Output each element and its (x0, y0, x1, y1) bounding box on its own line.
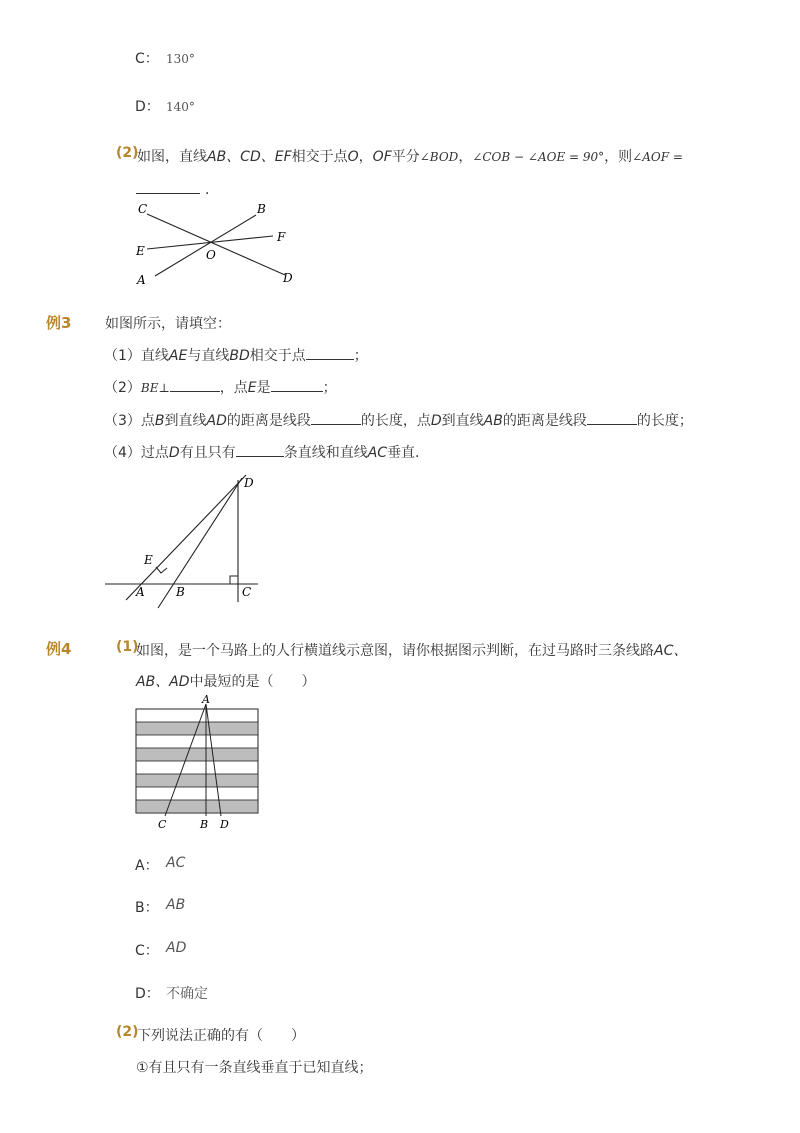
crosswalk-stripe (136, 774, 258, 787)
label-e: E (136, 244, 145, 258)
label-c: C (242, 585, 252, 599)
question-number: (2) (116, 145, 139, 161)
right-angle-e (156, 567, 167, 573)
question-text-line-1: 如图，是一个马路上的人行横道线示意图，请你根据图示判断，在过马路时三条线路AC、 (136, 643, 688, 659)
example-3-label: 例3 (46, 314, 72, 332)
example-3-item-2: （2）BE⊥ ，点E是 ； (104, 380, 337, 396)
intersecting-lines-figure (125, 195, 310, 290)
perpendicular-figure (100, 470, 270, 610)
blank-2b[interactable] (271, 379, 323, 392)
label-d: D (283, 271, 293, 285)
option-c-letter: C： (135, 51, 159, 67)
label-a: A (137, 273, 146, 287)
option-a-value: AC (166, 855, 186, 871)
option-d[interactable]: D： (135, 986, 160, 1002)
label-b: B (176, 585, 185, 599)
line-ad (126, 475, 246, 600)
crosswalk-stripe (136, 748, 258, 761)
label-d: D (244, 476, 254, 490)
option-a[interactable]: A： (135, 858, 159, 874)
option-d-value: 140° (166, 100, 195, 114)
label-o: O (206, 248, 216, 262)
example-3-intro: 如图所示，请填空： (105, 316, 231, 332)
example-3-item-4: （4）过点D有且只有 条直线和直线AC垂直． (104, 445, 430, 461)
label-c: C (158, 818, 167, 831)
blank-1[interactable] (306, 347, 354, 360)
example-4-label: 例4 (46, 640, 72, 658)
option-b-value: AB (166, 897, 186, 913)
label-d: D (220, 818, 229, 831)
question-text-line-2: AB、AD中最短的是（ ） (136, 674, 316, 690)
example-3-item-1: （1）直线AE与直线BD相交于点 ； (104, 348, 368, 364)
option-c-value: 130° (166, 52, 195, 66)
label-a: A (136, 585, 145, 599)
crosswalk-figure (130, 692, 265, 832)
option-c-value: AD (166, 940, 187, 956)
option-d-letter: D： (135, 99, 160, 115)
right-angle-c (230, 576, 238, 584)
example-3-item-3: （3）点B到直线AD的距离是线段 的长度，点D到直线AB的距离是线段 的长度； (104, 413, 693, 429)
question-number: (2) (116, 1024, 139, 1040)
crosswalk-stripe (136, 800, 258, 813)
question-text: 下列说法正确的有（ ） (137, 1028, 305, 1044)
option-d-value: 不确定 (166, 986, 208, 1002)
blank-3a[interactable] (311, 412, 361, 425)
option-b[interactable]: B： (135, 900, 159, 916)
statement-1: ①有且只有一条直线垂直于已知直线； (136, 1060, 373, 1076)
question-text: 如图，直线AB、CD、EF相交于点O，OF平分∠BOD，∠COB − ∠AOE = 90°，则∠AOF = (137, 149, 683, 165)
question-number: (1) (116, 639, 139, 655)
label-a: A (202, 693, 210, 706)
line-bd (158, 478, 242, 608)
label-b: B (200, 818, 209, 831)
blank-3b[interactable] (587, 412, 637, 425)
blank-4[interactable] (236, 444, 284, 457)
option-c[interactable]: C： (135, 943, 159, 959)
label-b: B (257, 202, 266, 216)
answer-blank[interactable] (136, 181, 200, 194)
answer-blank-line: ． (136, 179, 219, 199)
line-cd (147, 214, 285, 275)
label-c: C (138, 202, 148, 216)
label-f: F (277, 230, 286, 244)
blank-2a[interactable] (170, 379, 220, 392)
label-e: E (144, 553, 153, 567)
